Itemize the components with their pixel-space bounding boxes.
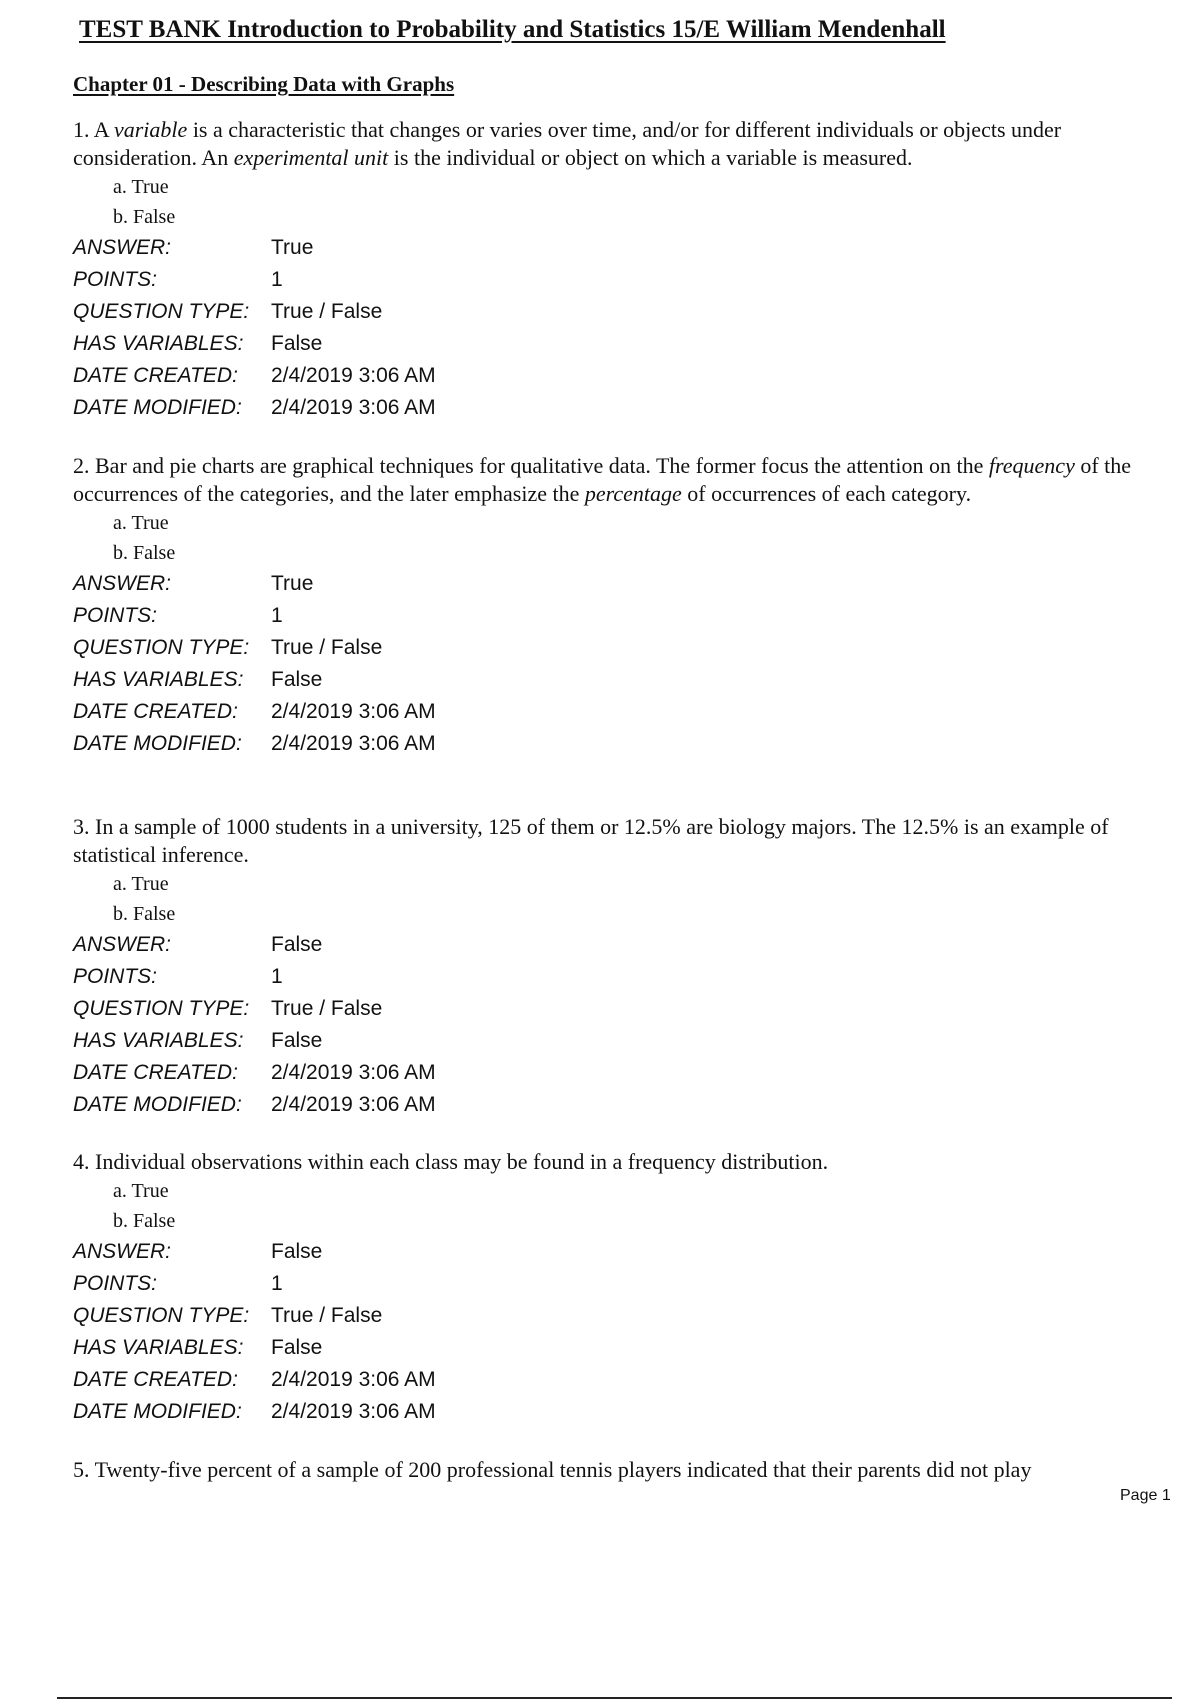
chapter-heading: Chapter 01 - Describing Data with Graphs [73, 72, 455, 96]
answer-label: ANSWER: [73, 572, 172, 595]
term-experimental-unit: experimental unit [233, 145, 389, 170]
points-label: POINTS: [73, 1272, 158, 1295]
answer-value: True [271, 236, 314, 259]
option-true: a. True [113, 512, 169, 534]
answer-options [113, 1176, 1173, 1236]
question-2 [73, 452, 1173, 760]
option-false: b. False [113, 206, 176, 228]
answer-options [113, 172, 1173, 232]
option-false: b. False [113, 1210, 176, 1232]
option-true: a. True [113, 873, 169, 895]
points-label: POINTS: [73, 268, 158, 291]
date-modified-value: 2/4/2019 3:06 AM [271, 396, 436, 419]
has-variables-value: False [271, 1336, 323, 1359]
option-false: b. False [113, 542, 176, 564]
answer-options [113, 869, 1173, 929]
question-type-value: True / False [271, 636, 383, 659]
date-modified-value: 2/4/2019 3:06 AM [271, 1400, 436, 1423]
question-text: of occurrences of each category. [681, 481, 972, 506]
points-label: POINTS: [73, 965, 158, 988]
date-modified-value: 2/4/2019 3:06 AM [271, 732, 436, 755]
question-number: 2. [73, 453, 90, 478]
points-value: 1 [271, 965, 283, 988]
document-title: TEST BANK Introduction to Probability and Statistics 15/E William Mendenhall [79, 16, 946, 43]
question-5-stem [73, 1456, 1173, 1484]
question-text: A [93, 117, 114, 142]
date-created-value: 2/4/2019 3:06 AM [271, 364, 436, 387]
points-value: 1 [271, 1272, 283, 1295]
answer-value: True [271, 572, 314, 595]
answer-options [113, 508, 1173, 568]
question-number: 5. [73, 1457, 90, 1482]
question-type-value: True / False [271, 300, 383, 323]
date-modified-label: DATE MODIFIED: [73, 396, 242, 419]
date-modified-label: DATE MODIFIED: [73, 1400, 242, 1423]
question-text: is a characteristic that changes or varies over time, and/or for different individuals or objects under consideration. An [73, 117, 1062, 170]
has-variables-label: HAS VARIABLES: [73, 332, 244, 355]
points-value: 1 [271, 268, 283, 291]
has-variables-label: HAS VARIABLES: [73, 1336, 244, 1359]
answer-label: ANSWER: [73, 933, 172, 956]
question-number: 4. [73, 1149, 90, 1174]
answer-label: ANSWER: [73, 1240, 172, 1263]
question-3 [73, 813, 1173, 1121]
page-number: Page 1 [1120, 1487, 1171, 1504]
question-text: is the individual or object on which a variable is measured. [388, 145, 913, 170]
question-metadata [73, 568, 1173, 760]
date-created-label: DATE CREATED: [73, 1061, 238, 1084]
question-text: of the occurrences of the categories, and the later emphasize the [73, 453, 1132, 506]
question-1-stem [73, 116, 1173, 172]
question-2-stem [73, 452, 1173, 508]
has-variables-value: False [271, 332, 323, 355]
question-3-stem [73, 813, 1173, 869]
points-label: POINTS: [73, 604, 158, 627]
question-number: 3. [73, 814, 90, 839]
date-created-label: DATE CREATED: [73, 364, 238, 387]
has-variables-value: False [271, 668, 323, 691]
term-frequency: frequency [988, 453, 1075, 478]
question-type-label: QUESTION TYPE: [73, 300, 250, 323]
answer-label: ANSWER: [73, 236, 172, 259]
date-modified-value: 2/4/2019 3:06 AM [271, 1093, 436, 1116]
question-metadata [73, 232, 1173, 424]
date-created-label: DATE CREATED: [73, 1368, 238, 1391]
has-variables-value: False [271, 1029, 323, 1052]
question-type-label: QUESTION TYPE: [73, 1304, 250, 1327]
answer-value: False [271, 933, 323, 956]
option-true: a. True [113, 176, 169, 198]
question-metadata [73, 1236, 1173, 1428]
question-type-label: QUESTION TYPE: [73, 636, 250, 659]
has-variables-label: HAS VARIABLES: [73, 668, 244, 691]
term-variable: variable [113, 117, 188, 142]
option-false: b. False [113, 903, 176, 925]
date-modified-label: DATE MODIFIED: [73, 1093, 242, 1116]
has-variables-label: HAS VARIABLES: [73, 1029, 244, 1052]
date-created-value: 2/4/2019 3:06 AM [271, 1368, 436, 1391]
question-4-stem [73, 1148, 1173, 1176]
question-type-value: True / False [271, 1304, 383, 1327]
date-created-value: 2/4/2019 3:06 AM [271, 1061, 436, 1084]
term-percentage: percentage [584, 481, 682, 506]
question-type-value: True / False [271, 997, 383, 1020]
date-modified-label: DATE MODIFIED: [73, 732, 242, 755]
question-type-label: QUESTION TYPE: [73, 997, 250, 1020]
question-text: Individual observations within each class may be found in a frequency distribution. [95, 1149, 829, 1174]
date-created-value: 2/4/2019 3:06 AM [271, 700, 436, 723]
question-metadata [73, 929, 1173, 1121]
option-true: a. True [113, 1180, 169, 1202]
question-5 [73, 1456, 1173, 1484]
question-number: 1. [73, 117, 90, 142]
question-4 [73, 1148, 1173, 1428]
question-1 [73, 116, 1173, 424]
question-text: Twenty-five percent of a sample of 200 professional tennis players indicated that their parents did not play [94, 1457, 1032, 1482]
footer-rule [57, 1697, 1172, 1699]
question-text: Bar and pie charts are graphical techniques for qualitative data. The former focus the attention on the [95, 453, 989, 478]
points-value: 1 [271, 604, 283, 627]
answer-value: False [271, 1240, 323, 1263]
date-created-label: DATE CREATED: [73, 700, 238, 723]
question-text: In a sample of 1000 students in a university, 125 of them or 12.5% are biology majors. The 12.5% is an example of statistical inference. [73, 814, 1109, 867]
